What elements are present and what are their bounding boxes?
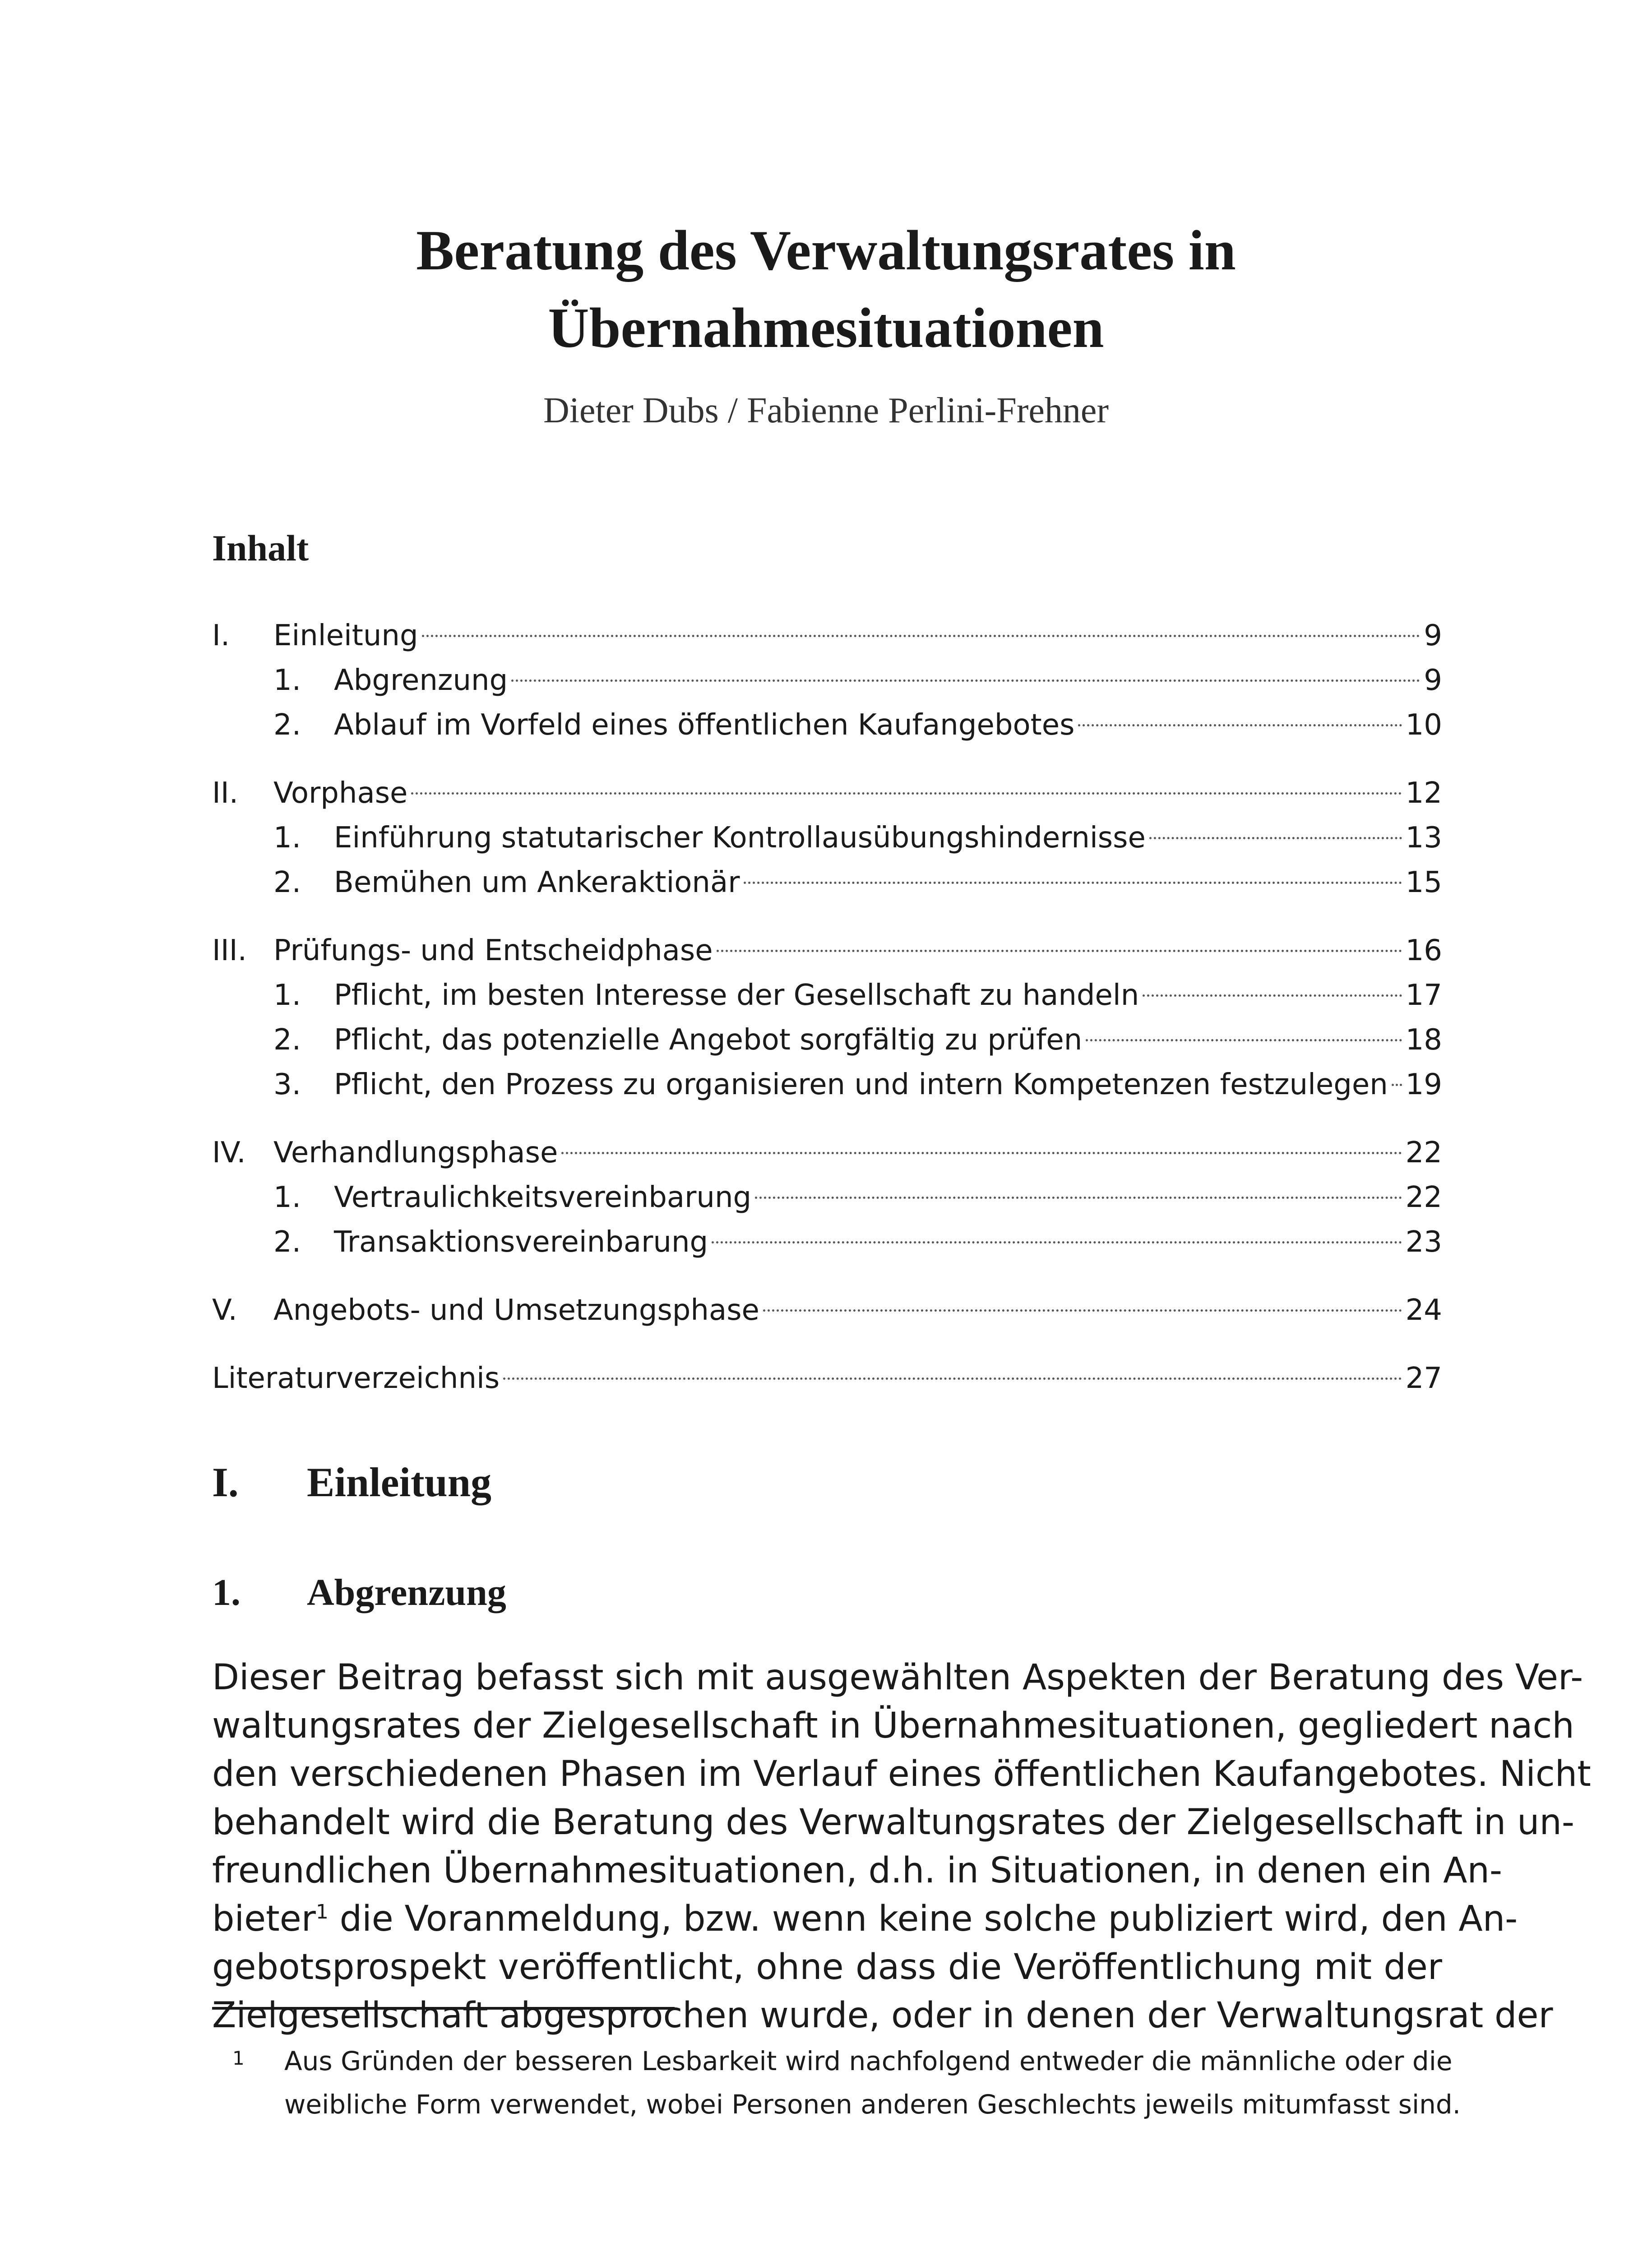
- toc-entry-page: 27: [1405, 1362, 1442, 1395]
- toc-entry-number: 1.: [273, 979, 301, 1012]
- toc-dot-leader: [1078, 724, 1402, 726]
- article-title-line-1: Beratung des Verwaltungsrates in: [416, 219, 1236, 282]
- toc-entry-number: 3.: [273, 1068, 301, 1101]
- toc-entry-title: Vertraulichkeitsvereinbarung: [334, 1181, 752, 1214]
- author-line: Dieter Dubs / Fabienne Perlini-Frehner: [543, 391, 1109, 430]
- subsection-number: 1.: [212, 1572, 241, 1613]
- toc-section-group: [212, 614, 1442, 748]
- toc-entry-number: V.: [212, 1294, 237, 1327]
- toc-entry-line: [334, 860, 1442, 905]
- toc-entry-title: Verhandlungsphase: [273, 1136, 558, 1170]
- toc-entry-number: 1.: [273, 1181, 301, 1214]
- toc-entry-page: 19: [1405, 1068, 1442, 1101]
- body-line: Dieser Beitrag befasst sich mit ausgewählten Aspekten der Beratung des Ver-: [212, 1657, 1583, 1698]
- toc-entry-page: 15: [1405, 866, 1442, 899]
- toc-entry-line: [334, 658, 1442, 703]
- toc-subentry[interactable]: [212, 860, 1442, 905]
- toc-entry-line: [273, 1131, 1442, 1175]
- toc-entry-title: Pflicht, im besten Interesse der Gesellschaft zu handeln: [334, 979, 1139, 1012]
- toc-subentry[interactable]: [212, 973, 1442, 1018]
- toc-entry-line: [273, 929, 1442, 973]
- toc-entry-title: Prüfungs- und Entscheidphase: [273, 934, 713, 967]
- toc-entry[interactable]: [212, 771, 1442, 816]
- toc-entry-line: [334, 973, 1442, 1018]
- toc-entry-number: 2.: [273, 1023, 301, 1057]
- body-line: Zielgesellschaft abgesprochen wurde, oder in denen der Verwaltungsrat der: [212, 1995, 1553, 2036]
- toc-subentry[interactable]: [212, 816, 1442, 860]
- body-line: behandelt wird die Beratung des Verwaltungsrates der Zielgesellschaft in un-: [212, 1802, 1575, 1843]
- toc-entry-number: 1.: [273, 664, 301, 697]
- toc-dot-leader: [763, 1309, 1402, 1312]
- section-number: I.: [212, 1459, 239, 1505]
- toc-entry-number: 2.: [273, 1225, 301, 1259]
- toc-entry[interactable]: [212, 1131, 1442, 1175]
- footnote-line: Aus Gründen der besseren Lesbarkeit wird nachfolgend entweder die männliche oder die: [284, 2046, 1453, 2076]
- toc-entry-line: [273, 1288, 1442, 1333]
- toc-entry-number: III.: [212, 934, 247, 967]
- toc-entry-page: 9: [1424, 619, 1442, 652]
- body-line: gebotsprospekt veröffentlicht, ohne dass die Veröffentlichung mit der: [212, 1947, 1442, 1988]
- article-title: [0, 212, 1652, 367]
- toc-entry-number: 1.: [273, 821, 301, 855]
- toc-entry-page: 24: [1405, 1294, 1442, 1327]
- toc-entry-page: 13: [1405, 821, 1442, 855]
- section-title: Einleitung: [307, 1459, 492, 1505]
- body-line-with-footnote: [212, 1895, 1518, 1943]
- toc-dot-leader: [422, 635, 1421, 637]
- toc-entry-line: [334, 703, 1442, 748]
- toc-subentry[interactable]: [212, 1220, 1442, 1265]
- toc-dot-leader: [712, 1241, 1402, 1244]
- toc-entry-literature[interactable]: [212, 1356, 1442, 1401]
- toc-entry[interactable]: [212, 1288, 1442, 1333]
- toc-entry-title: Ablauf im Vorfeld eines öffentlichen Kaufangebotes: [334, 708, 1075, 742]
- article-title-line-2: Übernahmesituationen: [548, 297, 1104, 360]
- toc-entry-page: 22: [1405, 1136, 1442, 1170]
- toc-entry-line: [273, 614, 1442, 658]
- body-line-prefix: bieter: [212, 1899, 316, 1939]
- subsection-title: Abgrenzung: [307, 1572, 506, 1613]
- toc-dot-leader: [511, 680, 1420, 682]
- toc-section-group: [212, 1131, 1442, 1265]
- toc-entry-page: 9: [1424, 664, 1442, 697]
- toc-entry-title: Einleitung: [273, 619, 418, 652]
- table-of-contents: [212, 614, 1442, 1424]
- toc-entry-number: 2.: [273, 708, 301, 742]
- toc-dot-leader: [717, 950, 1402, 952]
- toc-entry-line: [334, 816, 1442, 860]
- body-paragraph: [212, 1654, 1591, 2040]
- toc-subentry[interactable]: [212, 1175, 1442, 1220]
- footnote-reference[interactable]: 1: [315, 1900, 329, 1923]
- toc-entry[interactable]: [212, 614, 1442, 658]
- toc-entry-line: [212, 1356, 1442, 1401]
- toc-entry-line: [334, 1018, 1442, 1063]
- toc-entry-page: 23: [1405, 1225, 1442, 1259]
- toc-dot-leader: [1086, 1039, 1402, 1041]
- footnote-mark: 1: [232, 2047, 245, 2069]
- body-line: den verschiedenen Phasen im Verlauf eines öffentlichen Kaufangebotes. Nicht: [212, 1754, 1591, 1794]
- body-line-rest: die Voranmeldung, bzw. wenn keine solche publiziert wird, den An-: [339, 1899, 1518, 1939]
- toc-section-group: [212, 929, 1442, 1107]
- footnote-line: weibliche Form verwendet, wobei Personen anderen Geschlechts jeweils mitumfasst sind.: [284, 2089, 1461, 2120]
- toc-subentry[interactable]: [212, 1063, 1442, 1107]
- footnote-separator: [212, 2007, 675, 2010]
- toc-entry-page: 18: [1405, 1023, 1442, 1057]
- body-line: waltungsrates der Zielgesellschaft in Übernahmesituationen, gegliedert nach: [212, 1706, 1574, 1746]
- toc-entry-page: 22: [1405, 1181, 1442, 1214]
- toc-dot-leader: [755, 1197, 1402, 1199]
- toc-entry-title: Angebots- und Umsetzungsphase: [273, 1294, 759, 1327]
- toc-dot-leader: [503, 1378, 1402, 1380]
- toc-dot-leader: [1149, 837, 1402, 839]
- toc-dot-leader: [1143, 994, 1402, 997]
- toc-subentry[interactable]: [212, 1018, 1442, 1063]
- toc-section-group: [212, 771, 1442, 905]
- toc-entry-page: 10: [1405, 708, 1442, 742]
- toc-entry-number: 2.: [273, 866, 301, 899]
- body-line: freundlichen Übernahmesituationen, d.h. in Situationen, in denen ein An-: [212, 1850, 1503, 1891]
- toc-entry[interactable]: [212, 929, 1442, 973]
- toc-section-group: [212, 1288, 1442, 1333]
- toc-entry-title: Vorphase: [273, 777, 408, 810]
- toc-entry-title: Einführung statutarischer Kontrollausübungshindernisse: [334, 821, 1146, 855]
- toc-dot-leader: [744, 882, 1402, 884]
- toc-entry-number: IV.: [212, 1136, 246, 1170]
- toc-entry-number: I.: [212, 619, 230, 652]
- toc-entry-title: Bemühen um Ankeraktionär: [334, 866, 740, 899]
- toc-entry-page: 12: [1405, 777, 1442, 810]
- toc-literature-group: [212, 1356, 1442, 1401]
- toc-entry-title: Transaktionsvereinbarung: [334, 1225, 708, 1259]
- section-heading: [212, 1455, 491, 1509]
- toc-dot-leader: [1392, 1084, 1402, 1086]
- toc-entry-number: II.: [212, 777, 239, 810]
- toc-entry-line: [334, 1220, 1442, 1265]
- toc-entry-page: 16: [1405, 934, 1442, 967]
- footnote-text: [284, 2039, 1461, 2126]
- toc-dot-leader: [411, 792, 1402, 795]
- toc-entry-title: Abgrenzung: [334, 664, 508, 697]
- toc-entry-line: [273, 771, 1442, 816]
- toc-entry-title: Pflicht, das potenzielle Angebot sorgfältig zu prüfen: [334, 1023, 1083, 1057]
- toc-subentry[interactable]: [212, 658, 1442, 703]
- toc-entry-line: [334, 1063, 1442, 1107]
- toc-entry-line: [334, 1175, 1442, 1220]
- toc-entry-title: Literaturverzeichnis: [212, 1362, 500, 1395]
- toc-heading: Inhalt: [212, 527, 309, 569]
- toc-entry-page: 17: [1405, 979, 1442, 1012]
- toc-entry-title: Pflicht, den Prozess zu organisieren und intern Kompetenzen festzulegen: [334, 1068, 1388, 1101]
- toc-subentry[interactable]: [212, 703, 1442, 748]
- subsection-heading: [212, 1568, 506, 1618]
- toc-dot-leader: [561, 1152, 1402, 1154]
